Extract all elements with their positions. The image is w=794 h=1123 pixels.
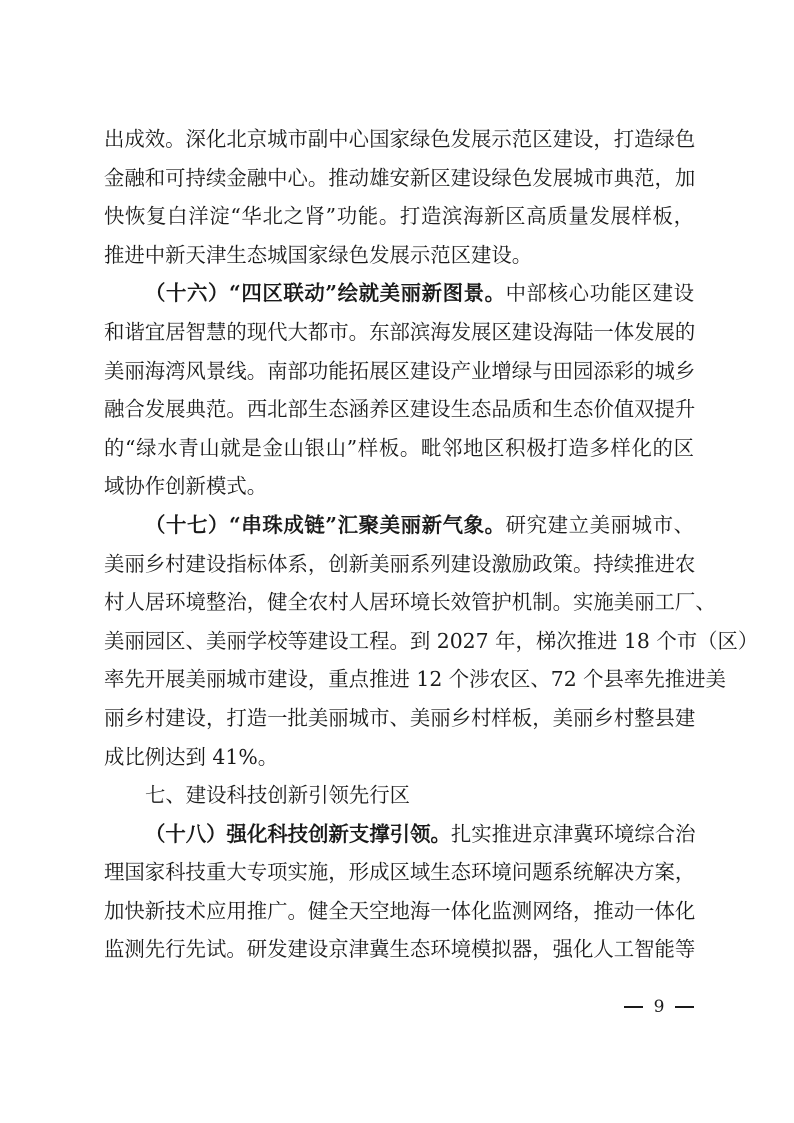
text-line: 快恢复白洋淀“华北之肾”功能。打造滨海新区高质量发展样板， <box>104 204 694 229</box>
text-line: 美丽园区、美丽学校等建设工程。到 2027 年，梯次推进 18 个市（区） <box>104 628 759 653</box>
section-lead-16: （十六）“四区联动”绘就美丽新图景。 <box>145 281 506 306</box>
text-line: 美丽乡村建设指标体系，创新美丽系列建设激励政策。持续推进农 <box>104 551 696 576</box>
text-line: 融合发展典范。西北部生态涵养区建设生态品质和生态价值双提升 <box>104 397 696 422</box>
text-line: 和谐宜居智慧的现代大都市。东部滨海发展区建设海陆一体发展的 <box>104 319 696 344</box>
text-span: 扎实推进京津冀环境综合治 <box>450 821 696 846</box>
dash-decoration <box>675 1006 694 1008</box>
text-line: 率先开展美丽城市建设，重点推进 12 个涉农区、72 个县率先推进美 <box>104 667 726 692</box>
paragraph-16 <box>104 274 694 506</box>
text-span: 中部核心功能区建设 <box>505 281 694 306</box>
text-span: 研究建立美丽城市、 <box>505 512 694 537</box>
dash-decoration <box>624 1006 643 1008</box>
text-line: 成比例达到 41%。 <box>104 744 279 769</box>
text-line: 村人居环境整治，健全农村人居环境长效管护机制。实施美丽工厂、 <box>104 590 716 615</box>
text-line <box>104 506 694 545</box>
text-line: 美丽海湾风景线。南部功能拓展区建设产业增绿与田园添彩的城乡 <box>104 358 696 383</box>
text-line: 的“绿水青山就是金山银山”样板。毗邻地区积极打造多样化的区 <box>104 435 694 460</box>
page-number-value: 9 <box>653 997 665 1017</box>
text-line: 金融和可持续金融中心。推动雄安新区建设绿色发展城市典范，加 <box>104 165 696 190</box>
text-line: 监测先行先试。研发建设京津冀生态环境模拟器，强化人工智能等 <box>104 937 696 962</box>
document-body <box>104 120 759 969</box>
text-line: 出成效。深化北京城市副中心国家绿色发展示范区建设，打造绿色 <box>104 127 696 151</box>
paragraph-continuation <box>104 120 694 274</box>
text-line <box>104 274 694 313</box>
paragraph-18 <box>104 815 694 969</box>
text-line: 推进中新天津生态城国家绿色发展示范区建设。 <box>104 242 533 267</box>
section-lead-18: （十八）强化科技创新支撑引领。 <box>145 821 451 846</box>
text-line: 丽乡村建设，打造一批美丽城市、美丽乡村样板，美丽乡村整县建 <box>104 705 696 730</box>
page-number <box>624 997 694 1017</box>
section-lead-17: （十七）“串珠成链”汇聚美丽新气象。 <box>145 512 506 537</box>
section-heading: 七、建设科技创新引领先行区 <box>145 783 411 808</box>
text-line: 加快新技术应用推广。健全天空地海一体化监测网络，推动一体化 <box>104 898 696 923</box>
text-line <box>104 815 694 854</box>
paragraph-17 <box>104 506 759 776</box>
text-line: 理国家科技重大专项实施，形成区域生态环境问题系统解决方案， <box>104 860 696 885</box>
text-line: 域协作创新模式。 <box>104 474 268 499</box>
